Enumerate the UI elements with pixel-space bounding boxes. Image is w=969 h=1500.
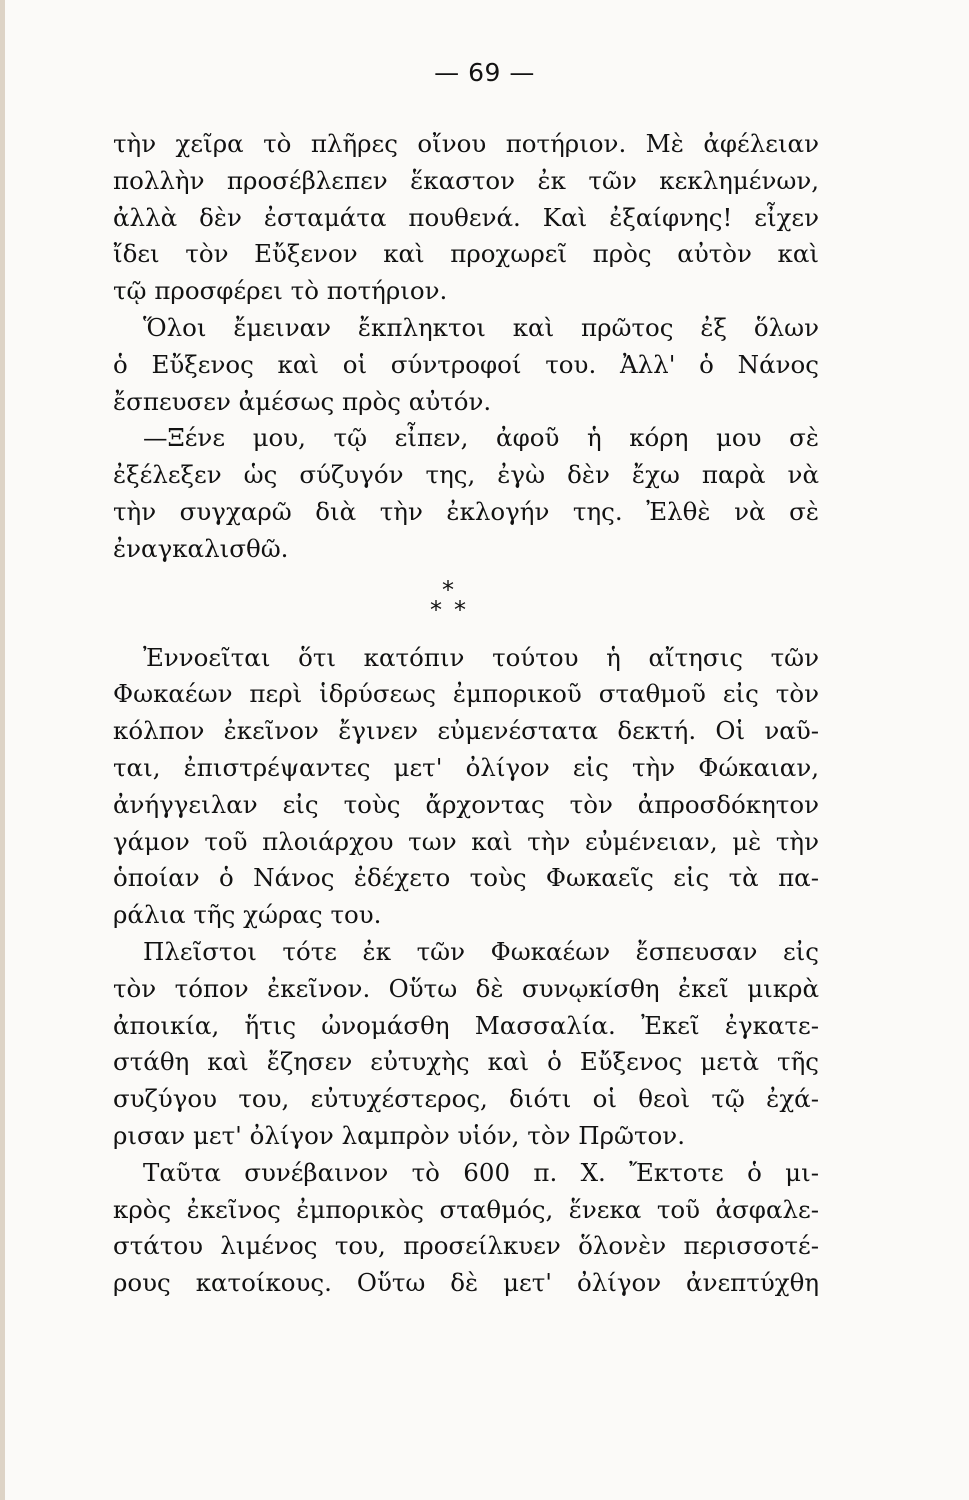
text-section-bottom xyxy=(113,640,819,1302)
text-line: ἴδει τὸν Εὔξενον καὶ προχωρεῖ πρὸς αὐτὸν καὶ xyxy=(113,239,819,269)
separator-star: * xyxy=(442,575,454,604)
text-line: τῷ προσφέρει τὸ ποτήριον. xyxy=(113,276,448,306)
separator-star: * xyxy=(454,595,466,624)
text-section-top xyxy=(113,126,819,568)
text-line: Ὅλοι ἔμειναν ἔκπληκτοι καὶ πρῶτος ἐξ ὅλων xyxy=(143,312,819,342)
text-line: Φωκαέων περὶ ἱδρύσεως ἐμπορικοῦ σταθμοῦ εἰς τὸν xyxy=(113,679,819,709)
text-line: ἀλλὰ δὲν ἐσταμάτα πουθενά. Καὶ ἐξαίφνης! εἶχεν xyxy=(113,202,819,232)
text-line: τὴν χεῖρα τὸ πλῆρες οἴνου ποτήριον. Μὲ ἀφέλειαν xyxy=(113,129,819,158)
asterism-separator xyxy=(113,568,819,640)
text-line: ὁποίαν ὁ Νάνος ἐδέχετο τοὺς Φωκαεῖς εἰς τὰ πα- xyxy=(113,863,819,893)
book-page-text xyxy=(113,126,819,1302)
text-line: πολλὴν προσέβλεπεν ἕκαστον ἐκ τῶν κεκλημένων, xyxy=(113,165,819,195)
text-line: στάθη καὶ ἔζησεν εὐτυχὴς καὶ ὁ Εὔξενος μετὰ τῆς xyxy=(113,1047,819,1077)
text-line: Πλεῖστοι τότε ἐκ τῶν Φωκαέων ἔσπευσαν εἰς xyxy=(143,936,819,966)
text-line: κόλπον ἐκεῖνον ἔγινεν εὐμενέστατα δεκτή. Οἱ ναῦ- xyxy=(113,716,819,746)
text-line: κρὸς ἐκεῖνος ἐμπορικὸς σταθμός, ἕνεκα τοῦ ἀσφαλε- xyxy=(113,1194,819,1224)
text-line: ἀνήγγειλαν εἰς τοὺς ἄρχοντας τὸν ἀπροσδόκητον xyxy=(113,789,819,819)
page-edge-shadow xyxy=(0,0,5,1500)
text-line: τὸν τόπον ἐκεῖνον. Οὕτω δὲ συνῳκίσθη ἐκεῖ μικρὰ xyxy=(113,973,819,1003)
text-line: συζύγου του, εὐτυχέστερος, διότι οἱ θεοὶ τῷ ἐχά- xyxy=(113,1084,819,1114)
text-line: ἐναγκαλισθῶ. xyxy=(113,533,289,563)
text-line: ἐξέλεξεν ὡς σύζυγόν της, ἐγὼ δὲν ἔχω παρὰ νὰ xyxy=(113,460,819,490)
text-line: γάμον τοῦ πλοιάρχου των καὶ τὴν εὐμένειαν, μὲ τὴν xyxy=(113,826,819,856)
text-line: ται, ἐπιστρέψαντες μετ' ὀλίγον εἰς τὴν Φώκαιαν, xyxy=(113,752,819,782)
text-line: ρους κατοίκους. Οὕτω δὲ μετ' ὀλίγον ἀνεπτύχθη xyxy=(113,1268,819,1298)
text-line: —Ξένε μου, τῷ εἶπεν, ἀφοῦ ἡ κόρη μου σὲ xyxy=(143,423,819,453)
text-line: Ταῦτα συνέβαινον τὸ 600 π. Χ. Ἔκτοτε ὁ μι- xyxy=(143,1157,819,1187)
text-line: ἀποικία, ἥτις ὠνομάσθη Μασσαλία. Ἐκεῖ ἐγκατε- xyxy=(113,1010,819,1040)
text-line: ράλια τῆς χώρας του. xyxy=(113,900,382,930)
page-number: — 69 — xyxy=(434,58,535,87)
text-line: ρισαν μετ' ὀλίγον λαμπρὸν υἱόν, τὸν Πρῶτον. xyxy=(113,1120,685,1150)
text-line: ὁ Εὔξενος καὶ οἱ σύντροφοί του. Ἀλλ' ὁ Νάνος xyxy=(113,349,819,379)
text-line: Ἐννοεῖται ὅτι κατόπιν τούτου ἡ αἴτησις τῶν xyxy=(143,642,819,672)
separator-star: * xyxy=(430,595,442,624)
text-line: ἔσπευσεν ἀμέσως πρὸς αὐτόν. xyxy=(113,386,492,416)
text-line: στάτου λιμένος του, προσείλκυεν ὅλονὲν περισσοτέ- xyxy=(113,1231,819,1261)
text-line: τὴν συγχαρῶ διὰ τὴν ἐκλογήν της. Ἐλθὲ νὰ σὲ xyxy=(113,496,819,526)
